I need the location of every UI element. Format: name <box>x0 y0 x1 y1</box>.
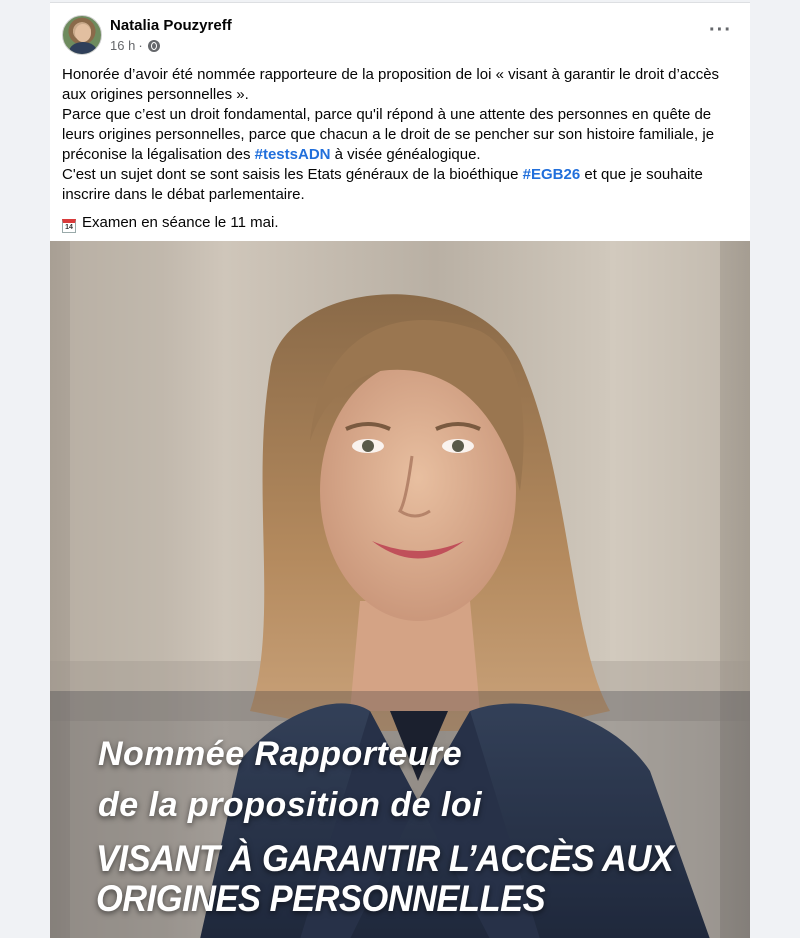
more-options-icon[interactable]: ··· <box>709 19 732 41</box>
image-caption-line: Nommée Rapporteure <box>98 735 463 773</box>
meta-separator: · <box>138 38 143 53</box>
image-caption-line: de la proposition de loi <box>98 786 483 824</box>
image-headline-line: VISANT À GARANTIR L’ACCÈS AUX <box>96 838 674 879</box>
post-header <box>62 15 738 59</box>
author-name[interactable]: Natalia Pouzyreff <box>110 17 232 34</box>
hashtag-link[interactable]: #testsADN <box>254 146 331 163</box>
post-image[interactable] <box>50 241 750 938</box>
post-paragraph: Honorée d’avoir été nommée rapporteure de la proposition de loi « visant à garantir le droit d’accès aux origines personnelles ». <box>62 66 720 103</box>
post-meta <box>110 38 160 53</box>
calendar-icon: 14 <box>62 219 76 233</box>
post-card <box>50 2 750 938</box>
globe-icon <box>148 40 160 52</box>
post-time[interactable]: 16 h <box>110 38 136 53</box>
post-paragraph: Parce que c’est un droit fondamental, parce qu'il répond à une attente des personnes en quête de leurs origines personnelles, parce que chacun a le droit de se pencher sur son histoire familiale, je préconise la légalisation des #testsADN à visée généalogique. <box>62 106 715 163</box>
avatar[interactable] <box>62 15 102 55</box>
hashtag-link[interactable]: #EGB26 <box>522 166 581 183</box>
exam-line: 14 Examen en séance le 11 mai. <box>62 213 736 233</box>
portrait-illustration <box>50 241 750 938</box>
post-text <box>62 65 736 233</box>
post-paragraph: C'est un sujet dont se sont saisis les Etats généraux de la bioéthique #EGB26 et que je souhaite inscrire dans le débat parlementaire. <box>62 166 703 203</box>
image-headline-line: ORIGINES PERSONNELLES <box>96 878 546 919</box>
